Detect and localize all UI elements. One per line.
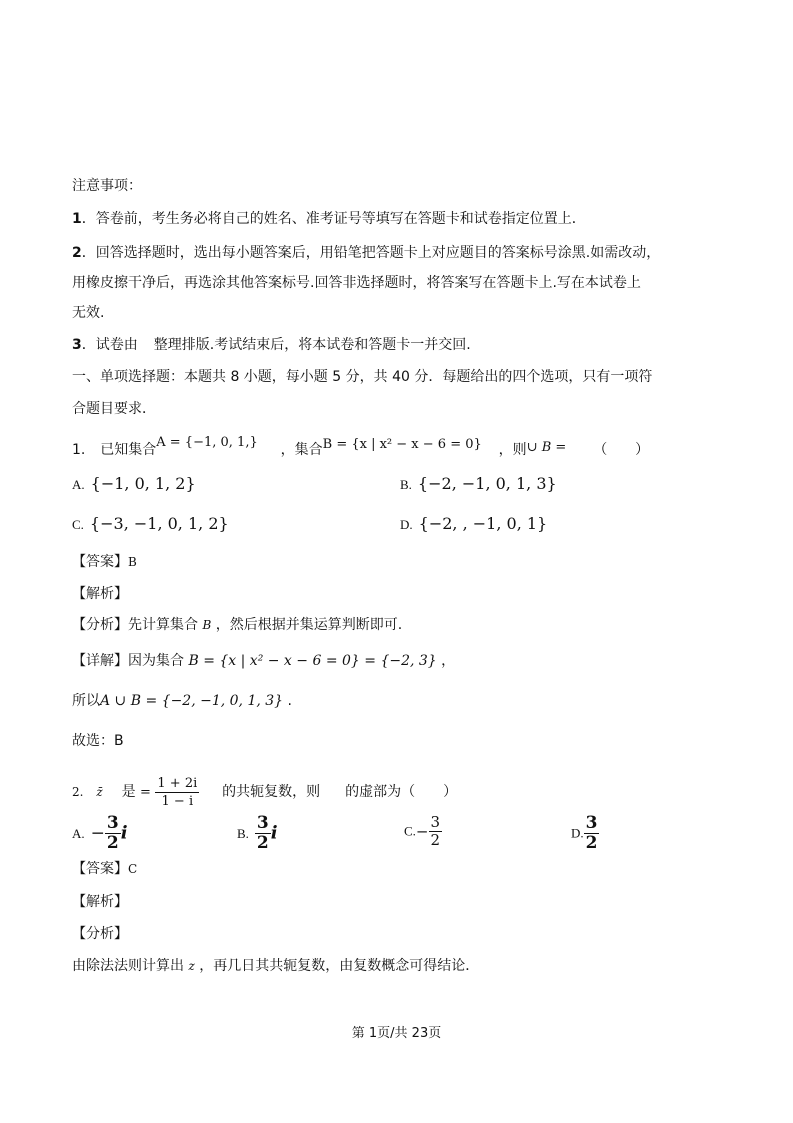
- fraction-numerator: 3: [585, 813, 598, 833]
- question-2-fenxi-text: [72, 956, 479, 976]
- question-1-text-b: ，集合: [280, 442, 323, 458]
- question-2-option-a: [72, 814, 128, 853]
- fenxi-text-b: ，然后根据并集运算判断即可.: [215, 617, 403, 633]
- fraction-denominator: 2: [256, 833, 269, 853]
- detail-text-a: 因为集合: [128, 653, 184, 669]
- question-1-stem: [72, 435, 650, 461]
- fenxi-tag: 【分析】: [72, 617, 128, 633]
- option-suffix: i: [270, 822, 278, 844]
- option-value: {−3, −1, 0, 1, 2}: [89, 514, 229, 533]
- fenxi-variable: B: [202, 618, 212, 632]
- fraction-numerator: 1 + 2i: [157, 775, 198, 791]
- question-2-is: 是: [121, 784, 136, 800]
- fraction-denominator: 2: [106, 833, 119, 853]
- detail-math: B = {x | x² − x − 6 = 0} = {−2, 3}: [188, 653, 437, 669]
- question-1-text-c: ，则: [498, 442, 527, 458]
- fenxi-text-a: 先计算集合: [128, 617, 198, 633]
- notice-item-3: [72, 335, 471, 355]
- answer-value: B: [128, 555, 137, 569]
- conclusion-text-a: 所以: [72, 693, 100, 709]
- notice-item-1: [72, 209, 586, 229]
- fenxi-text-a: 由除法法则计算出: [72, 958, 184, 974]
- question-2-answer: [72, 859, 137, 879]
- option-label: D.: [400, 517, 413, 532]
- question-1-union: ∪ B =: [526, 440, 567, 455]
- notice-item-2-text-a: ．回答选择题时，选出每小题答案后，用铅笔把答题卡上对应题目的答案标号涂黑.如需改动，: [81, 245, 661, 261]
- question-2-text-b: 的虚部为（ ）: [345, 784, 458, 800]
- option-label: B.: [237, 825, 249, 841]
- option-sign: −: [415, 822, 429, 841]
- question-2-analysis-tag: 【解析】: [72, 894, 128, 910]
- question-1-analysis-tag: 【解析】: [72, 586, 128, 602]
- question-2-option-c: [404, 814, 442, 849]
- notice-item-3-text-b: 整理排版.考试结束后，将本试卷和答题卡一并交回.: [153, 337, 471, 353]
- option-label: A.: [72, 477, 85, 492]
- notice-item-2-text-c: 无效.: [72, 305, 105, 321]
- question-1-conclusion: [72, 691, 292, 711]
- option-label: A.: [72, 825, 85, 841]
- question-1-choose: 故选：B: [72, 733, 124, 749]
- question-1-option-a: [72, 474, 196, 495]
- fenxi-text-b: ，再几日其共轭复数，由复数概念可得结论．: [199, 958, 480, 974]
- option-fraction: [105, 814, 121, 853]
- section-heading-line-2: 合题目要求．: [72, 401, 156, 417]
- notice-title: 注意事项：: [72, 178, 142, 194]
- detail-text-b: ，: [441, 653, 456, 669]
- fraction-numerator: 3: [430, 813, 441, 831]
- notice-item-2-text-b: 用橡皮擦干净后，再选涂其他答案标号.回答非选择题时，将答案写在答题卡上.写在本试卷上: [72, 275, 641, 291]
- option-value: {−2, −1, 0, 1, 3}: [417, 474, 557, 493]
- option-label: C.: [72, 517, 84, 532]
- option-sign: −: [90, 823, 105, 844]
- detail-tag: 【详解】: [72, 653, 128, 669]
- question-1-paren: （ ）: [593, 442, 650, 458]
- question-2-fraction: [155, 775, 199, 810]
- option-fraction: [584, 814, 600, 853]
- answer-tag: 【答案】: [72, 861, 128, 877]
- answer-tag: 【答案】: [72, 554, 128, 570]
- question-1-fenxi: [72, 615, 402, 635]
- question-2-number: 2.: [72, 785, 84, 799]
- question-1-set-b: B = {x | x² − x − 6 = 0}: [322, 437, 482, 452]
- notice-item-2: [72, 243, 660, 263]
- page-footer: 第 1页/共 23页: [351, 1026, 442, 1041]
- fenxi-variable: z: [188, 959, 195, 973]
- option-label: B.: [400, 477, 412, 492]
- option-fraction: [255, 814, 271, 853]
- option-value: {−1, 0, 1, 2}: [90, 474, 196, 493]
- question-1-detail: [72, 651, 455, 671]
- conclusion-text-b: .: [287, 693, 292, 709]
- question-1-option-d: [400, 514, 547, 535]
- question-1-number: 1.: [72, 442, 86, 458]
- section-heading-line-1: 一、单项选择题：本题共 8 小题，每小题 5 分，共 40 分．每题给出的四个选项，只有一项符: [72, 369, 653, 385]
- notice-item-3-number: 3: [72, 337, 82, 353]
- notice-item-3-text-a: ．试卷由: [81, 337, 138, 353]
- fraction-denominator: 2: [585, 833, 598, 853]
- conclusion-math: A ∪ B = {−2, −1, 0, 1, 3}: [100, 693, 284, 709]
- fraction-denominator: 2: [430, 831, 441, 849]
- option-fraction: [429, 814, 443, 849]
- question-2-option-d: [571, 814, 599, 853]
- notice-item-1-text: ．答卷前，考生务必将自己的姓名、准考证号等填写在答题卡和试卷指定位置上．: [81, 211, 586, 227]
- question-1-option-c: [72, 514, 229, 535]
- option-suffix: i: [120, 822, 128, 844]
- answer-value: C: [128, 862, 138, 876]
- question-1-set-a: A = {−1, 0, 1,}: [156, 435, 258, 450]
- fraction-numerator: 3: [106, 813, 119, 833]
- question-1-text-a: 已知集合: [100, 442, 157, 458]
- option-value: {−2, , −1, 0, 1}: [418, 514, 548, 533]
- question-2-stem: [72, 773, 457, 812]
- question-2-fenxi-tag: 【分析】: [72, 926, 128, 942]
- notice-item-2-number: 2: [72, 245, 82, 261]
- question-2-equals: =: [140, 785, 151, 800]
- question-2-text-a: 的共轭复数，则: [222, 784, 321, 800]
- fraction-denominator: 1 − i: [161, 793, 194, 809]
- notice-item-1-number: 1: [72, 211, 82, 227]
- question-2-zbar: z̄: [96, 785, 103, 799]
- option-label: C.: [404, 823, 416, 839]
- question-1-option-b: [400, 474, 557, 495]
- option-label: D.: [571, 825, 584, 841]
- question-1-answer: [72, 552, 137, 572]
- question-2-option-b: [237, 814, 278, 853]
- fraction-numerator: 3: [256, 813, 269, 833]
